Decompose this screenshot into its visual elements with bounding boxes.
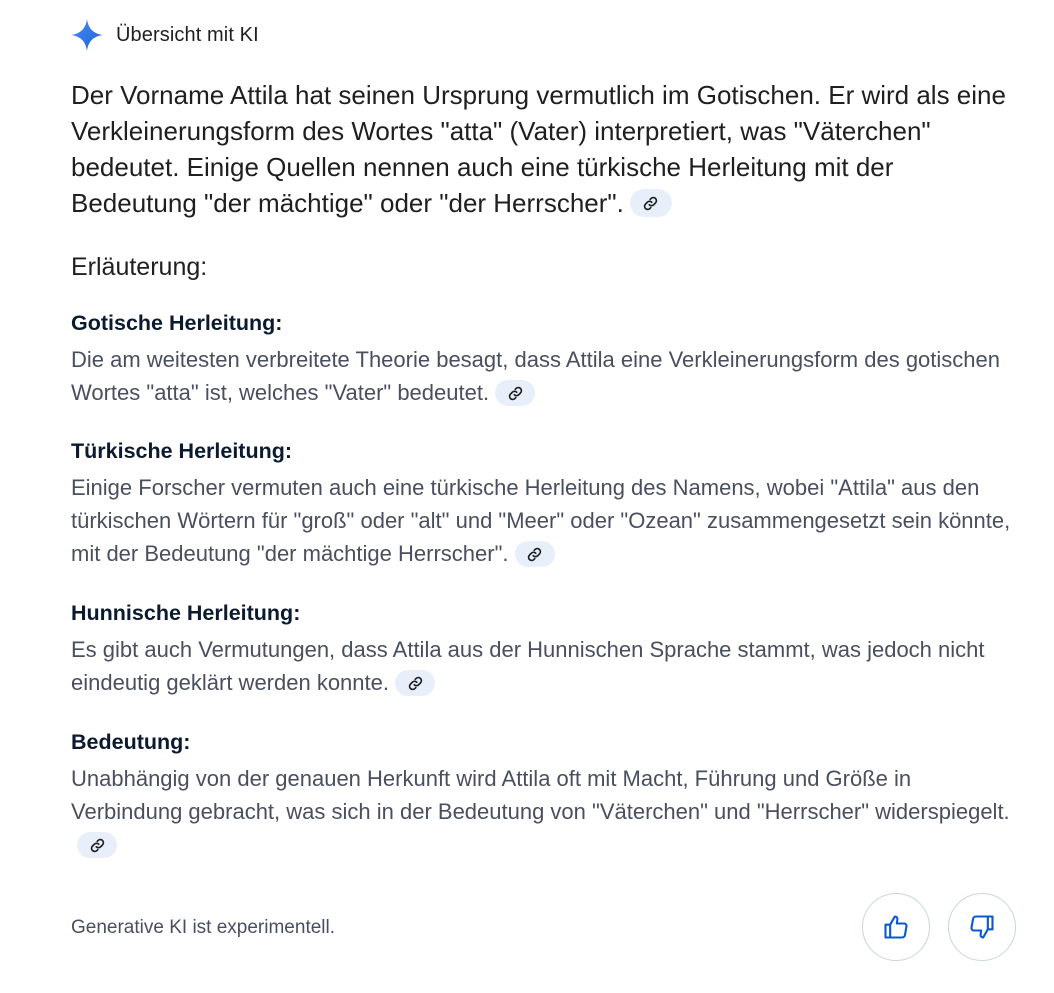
section-hunnic	[71, 599, 1011, 699]
source-link-chip[interactable]	[495, 380, 535, 406]
section-body	[71, 633, 1011, 699]
link-icon	[508, 386, 523, 401]
section-title: Gotische Herleitung:	[71, 311, 283, 335]
summary-paragraph	[71, 77, 1011, 221]
link-icon	[90, 838, 105, 853]
source-link-chip[interactable]	[77, 832, 117, 858]
link-icon	[527, 547, 542, 562]
section-body	[71, 762, 1011, 861]
section-body	[71, 471, 1011, 570]
link-icon	[643, 196, 658, 211]
thumbs-up-icon	[882, 913, 910, 941]
source-link-chip[interactable]	[395, 670, 435, 696]
ai-overview-header	[71, 17, 259, 53]
explanation-heading: Erläuterung:	[71, 253, 208, 281]
thumbs-down-icon	[968, 913, 996, 941]
section-body-text: Unabhängig von der genauen Herkunft wird Attila oft mit Macht, Führung und Größe in Verbindung gebracht, was sich in der Bedeutung von "Väterchen" und "Herrscher" widerspiegelt.	[71, 766, 1010, 824]
section-title: Türkische Herleitung:	[71, 439, 293, 463]
disclaimer-text: Generative KI ist experimentell.	[71, 917, 336, 938]
source-link-chip[interactable]	[515, 541, 555, 567]
section-gothic	[71, 309, 1011, 409]
source-link-chip[interactable]	[630, 189, 672, 217]
link-icon	[408, 676, 423, 691]
section-title: Bedeutung:	[71, 730, 191, 754]
summary-text: Der Vorname Attila hat seinen Ursprung vermutlich im Gotischen. Er wird als eine Verkleinerungsform des Wortes "atta" (Vater) interpretiert, was "Väterchen" bedeutet. Einige Quellen nennen auch eine türkische Herleitung mit der Bedeutung "der mächtige" oder "der Herrscher".	[71, 80, 1006, 218]
section-body-text: Einige Forscher vermuten auch eine türkische Herleitung des Namens, wobei "Attila" aus den türkischen Wörtern für "groß" oder "alt" und "Meer" oder "Ozean" zusammengesetzt sein könnte, mit der Bedeutung "der mächtige Herrscher".	[71, 475, 1011, 566]
thumbs-up-button[interactable]	[862, 893, 930, 961]
sparkle-icon	[70, 18, 104, 52]
section-title: Hunnische Herleitung:	[71, 601, 301, 625]
ai-overview-title: Übersicht mit KI	[116, 23, 259, 46]
thumbs-down-button[interactable]	[948, 893, 1016, 961]
section-body-text: Es gibt auch Vermutungen, dass Attila aus der Hunnischen Sprache stammt, was jedoch nicht eindeutig geklärt werden konnte.	[71, 637, 985, 695]
section-turkish	[71, 437, 1011, 570]
section-meaning	[71, 728, 1011, 861]
section-body-text: Die am weitesten verbreitete Theorie besagt, dass Attila eine Verkleinerungsform des gotischen Wortes "atta" ist, welches "Vater" bedeutet.	[71, 347, 1000, 405]
section-body	[71, 343, 1011, 409]
